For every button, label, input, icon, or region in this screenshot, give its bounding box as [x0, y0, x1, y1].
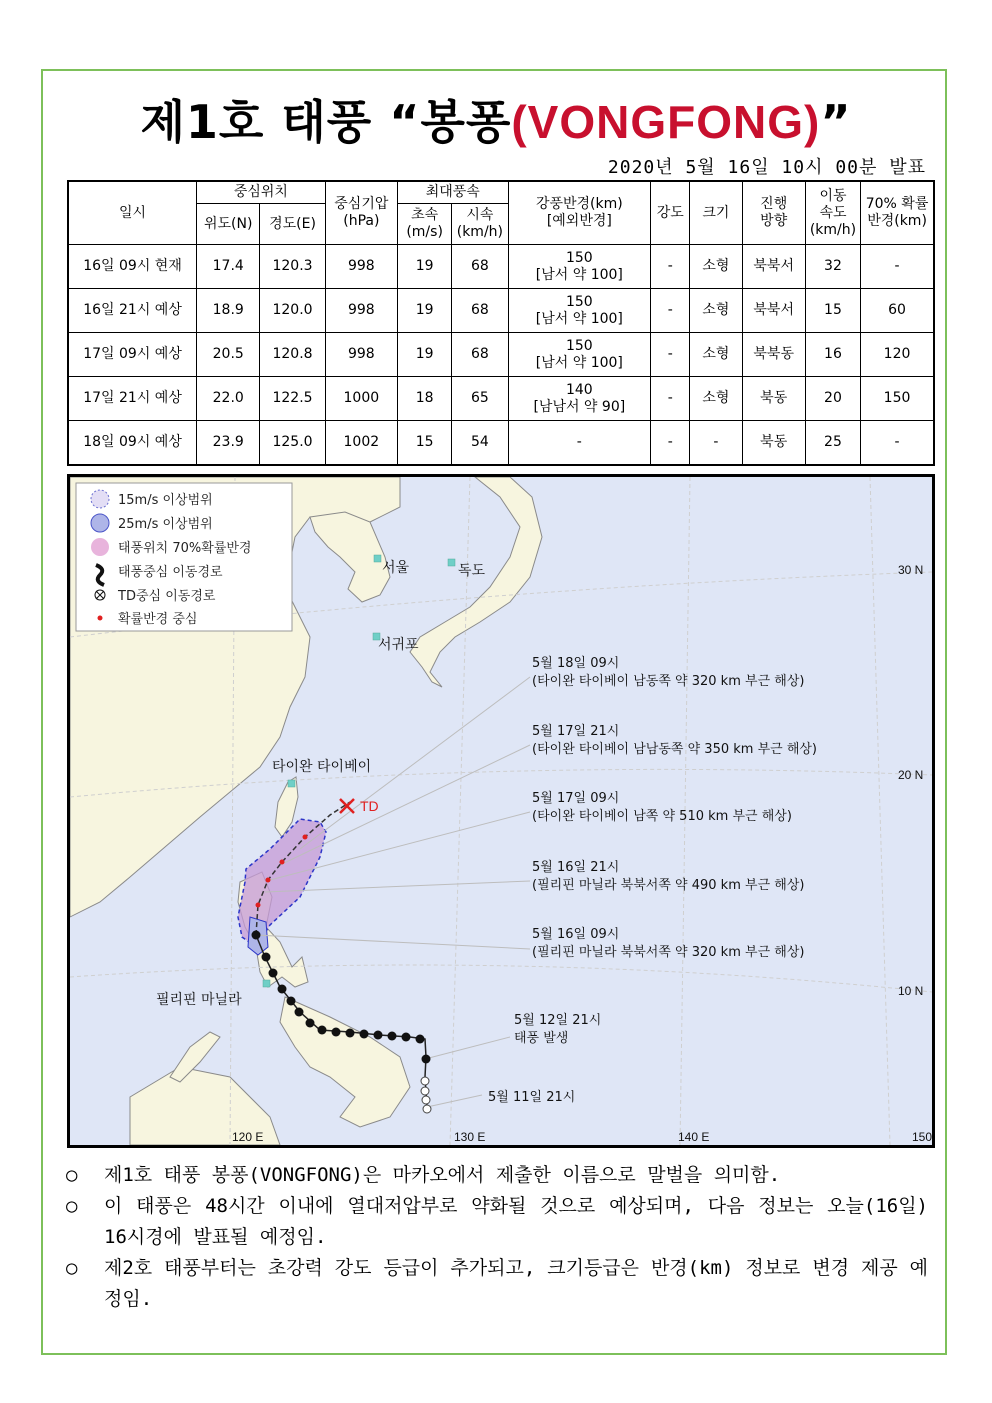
tick-120e: 120 E: [232, 1130, 264, 1144]
svg-text:태풍중심 이동경로: 태풍중심 이동경로: [118, 565, 223, 580]
issued-time: 2020년 5월 16일 10시 00분 발표: [607, 157, 926, 178]
th-intensity: 강도: [651, 181, 690, 245]
manila-label: 필리핀 마닐라: [156, 992, 242, 1008]
ann-7-title: 5월 11일 21시: [488, 1090, 576, 1105]
seogwipo-label: 서귀포: [378, 637, 419, 653]
note-item: ○ 제2호 태풍부터는 초강력 강도 등급이 추가되고, 크기등급은 반경(km) 정보로 변경 제공 예정임.: [66, 1257, 928, 1310]
th-prob-radius: 70% 확률 반경(km): [861, 181, 934, 245]
page-title: 제1호 태풍 “봉퐁(VONGFONG)”: [140, 95, 852, 149]
taipei-marker: [288, 780, 295, 787]
title-english-name: (VONGFONG): [511, 96, 821, 148]
th-speed: 이동 속도 (km/h): [805, 181, 860, 245]
tick-30n: 30 N: [898, 563, 924, 577]
manila-marker: [263, 980, 270, 987]
table-row: 17일 21시 예상 22.0 122.5 1000 18 65 140 [남남서 약 90] - 소형 북동 20 150: [68, 377, 934, 421]
dokdo-label: 독도: [458, 563, 486, 579]
note-item: ○ 이 태풍은 48시간 이내에 열대저압부로 약화될 것으로 예상되며, 다음 정보는 오늘(16일) 16시경에 발표될 예정임.: [66, 1195, 928, 1248]
legend-25ms-icon: [91, 514, 109, 532]
typhoon-track-map: [67, 474, 935, 1148]
ann-1-desc: (타이완 타이베이 남동쪽 약 320 km 부근 해상): [532, 674, 805, 689]
ann-5-desc: (필리핀 마닐라 북북서쪽 약 320 km 부근 해상): [532, 945, 805, 960]
svg-text:확률반경 중심: 확률반경 중심: [118, 612, 198, 627]
ann-5-title: 5월 16일 09시: [532, 927, 620, 942]
th-ms: 초속 (m/s): [398, 204, 452, 245]
tick-130e: 130 E: [454, 1130, 486, 1144]
th-center: 중심위치: [197, 181, 326, 204]
legend-prob-icon: [91, 538, 109, 556]
th-datetime: 일시: [68, 181, 197, 245]
legend-15ms-icon: [91, 490, 109, 508]
ann-2-desc: (타이완 타이베이 남남동쪽 약 350 km 부근 해상): [532, 742, 818, 757]
th-lat: 위도(N): [197, 204, 260, 245]
ann-3-title: 5월 17일 09시: [532, 791, 620, 806]
table-row: 16일 21시 예상 18.9 120.0 998 19 68 150 [남서 약 100] - 소형 북북서 15 60: [68, 289, 934, 333]
tick-20n: 20 N: [898, 768, 924, 782]
th-direction: 진행 방향: [742, 181, 805, 245]
tick-150: 150: [912, 1130, 932, 1144]
th-pressure: 중심기압 (hPa): [325, 181, 397, 245]
td-label: TD: [360, 798, 379, 814]
svg-text:15m/s 이상범위: 15m/s 이상범위: [118, 493, 213, 508]
th-maxwind: 최대풍속: [398, 181, 509, 204]
svg-text:TD중심 이동경로: TD중심 이동경로: [118, 589, 216, 604]
th-lon: 경도(E): [260, 204, 325, 245]
taipei-label: 타이완 타이베이: [272, 759, 372, 775]
table-row: 17일 09시 예상 20.5 120.8 998 19 68 150 [남서 약 100] - 소형 북북동 16 120: [68, 333, 934, 377]
th-radius: 강풍반경(km) [예외반경]: [508, 181, 651, 245]
ann-4-desc: (필리핀 마닐라 북북서쪽 약 490 km 부근 해상): [532, 878, 805, 893]
seoul-label: 서울: [382, 560, 410, 576]
forecast-table: [67, 180, 935, 466]
ann-4-title: 5월 16일 21시: [532, 860, 620, 875]
ann-3-desc: (타이완 타이베이 남쪽 약 510 km 부근 해상): [532, 809, 792, 824]
ann-6-title: 5월 12일 21시: [514, 1013, 602, 1028]
note-item: ○ 제1호 태풍 봉퐁(VONGFONG)은 마카오에서 제출한 이름으로 말벌을 의미함.: [66, 1164, 781, 1186]
ann-1-title: 5월 18일 09시: [532, 656, 620, 671]
tick-140e: 140 E: [678, 1130, 710, 1144]
table-row: 16일 09시 현재 17.4 120.3 998 19 68 150 [남서 약 100] - 소형 북북서 32 -: [68, 245, 934, 289]
th-size: 크기: [690, 181, 742, 245]
legend-center-icon: [98, 616, 103, 621]
map-legend: [76, 483, 292, 631]
th-kmh: 시속 (km/h): [452, 204, 508, 245]
svg-text:25m/s 이상범위: 25m/s 이상범위: [118, 517, 213, 532]
ann-2-title: 5월 17일 21시: [532, 724, 620, 739]
tick-10n-label: 10 N: [898, 984, 924, 998]
svg-text:태풍위치 70%확률반경: 태풍위치 70%확률반경: [118, 541, 252, 556]
notes-section: [66, 1160, 928, 1315]
table-row: 18일 09시 예상 23.9 125.0 1002 15 54 - - - 북동 25 -: [68, 421, 934, 466]
seoul-marker: [374, 555, 381, 562]
ann-6-desc: 태풍 발생: [514, 1031, 569, 1046]
dokdo-marker: [448, 559, 455, 566]
